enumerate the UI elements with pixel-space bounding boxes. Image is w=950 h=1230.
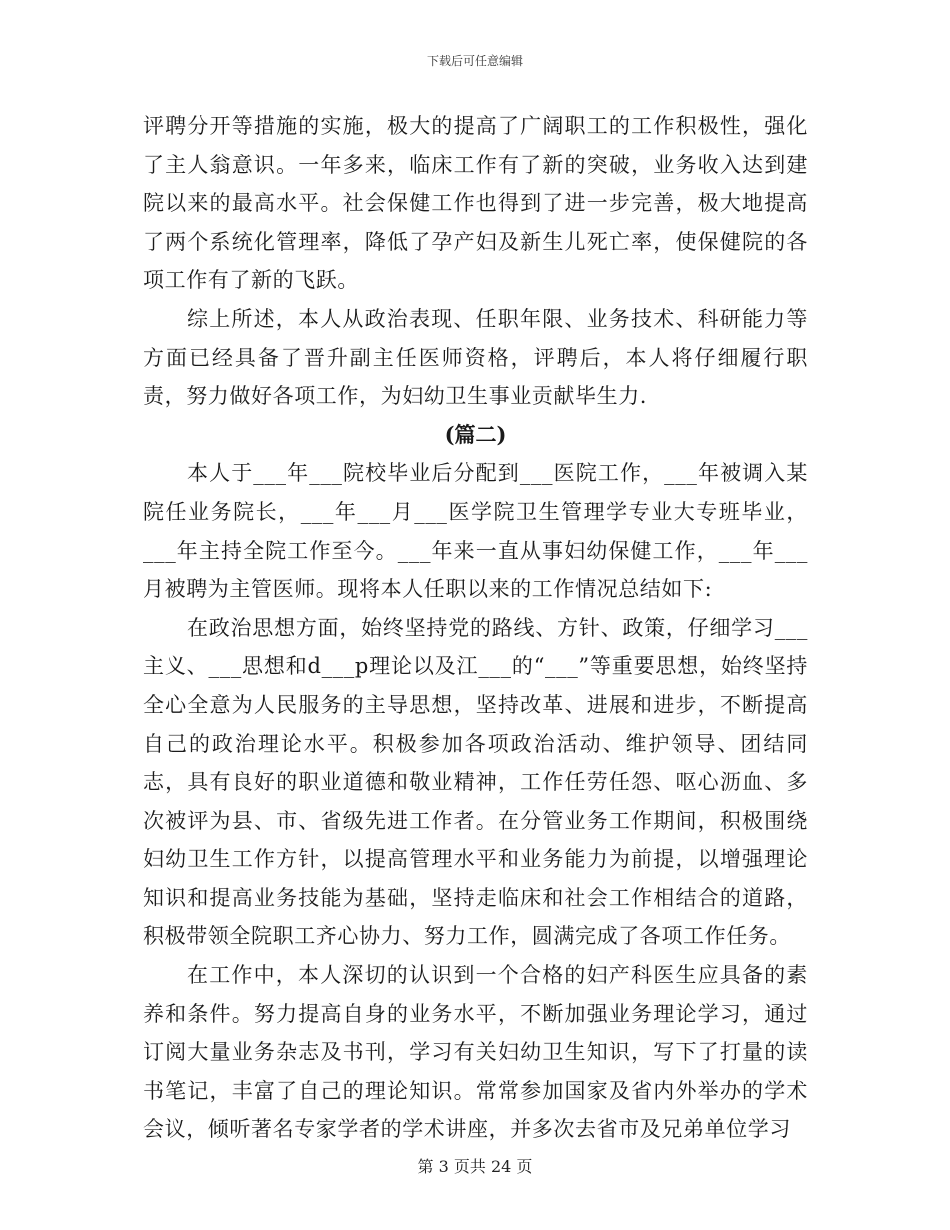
paragraph-political: 在政治思想方面，始终坚持党的路线、方针、政策，仔细学习___主义、___思想和d___p理论以及江___的“___”等重要思想，始终坚持全心全意为人民服务的主导思想，坚持改革、进展和进步，不断提高自己的政治理论水平。积极参加各项政治活动、维护领导、团结同志，具有良好的职业道德和敬业精神，工作任劳任怨、呕心沥血、多次被评为县、市、省级先进工作者。在分管业务工作期间，积极围绕妇幼卫生工作方针，以提高管理水平和业务能力为前提，以增强理论知识和提高业务技能为基础，坚持走临床和社会工作相结合的道路，积极带领全院职工齐心协力、努力工作，圆满完成了各项工作任务。	[143, 615, 808, 949]
document-body	[143, 107, 808, 1149]
paragraph-intro: 本人于___年___院校毕业后分配到___医院工作，___年被调入某院任业务院长，___年___月___医学院卫生管理学专业大专班毕业，___年主持全院工作至今。___年来一直从事妇幼保健工作，___年___月被聘为主管医师。现将本人任职以来的工作情况总结如下:	[143, 461, 808, 602]
paragraph-continuation: 评聘分开等措施的实施，极大的提高了广阔职工的工作积极性，强化了主人翁意识。一年多来，临床工作有了新的突破，业务收入达到建院以来的最高水平。社会保健工作也得到了进一步完善，极大地提高了两个系统化管理率，降低了孕产妇及新生儿死亡率，使保健院的各项工作有了新的飞跃。	[143, 114, 808, 293]
paragraph-summary: 综上所述，本人从政治表现、任职年限、业务技术、科研能力等方面已经具备了晋升副主任医师资格，评聘后，本人将仔细履行职责，努力做好各项工作，为妇幼卫生事业贡献毕生力.	[143, 306, 808, 409]
paragraph-work: 在工作中，本人深切的认识到一个合格的妇产科医生应具备的素养和条件。努力提高自身的业务水平，不断加强业务理论学习，通过订阅大量业务杂志及书刊，学习有关妇幼卫生知识，写下了打量的读书笔记，丰富了自己的理论知识。常常参加国家及省内外举办的学术会议，倾听著名专家学者的学术讲座，并多次去省市及兄弟单位学习	[143, 963, 808, 1142]
section-title: (篇二)	[444, 421, 507, 447]
page-number: 第 3 页共 24 页	[417, 1157, 533, 1176]
page-header: 下载后可任意编辑	[426, 54, 523, 68]
